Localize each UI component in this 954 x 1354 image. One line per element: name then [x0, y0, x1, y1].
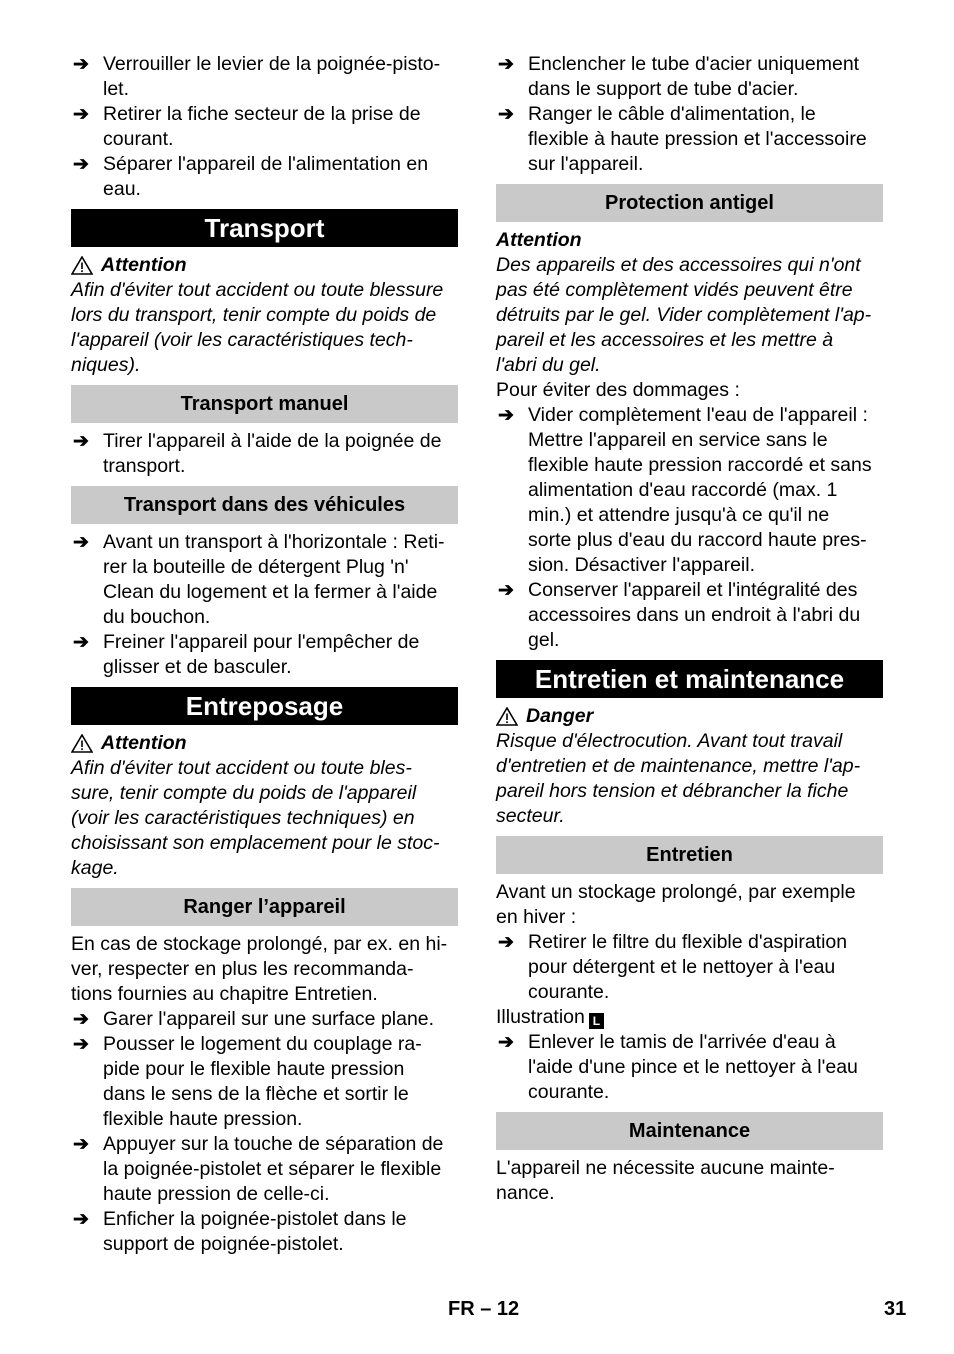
list-item — [71, 1032, 458, 1132]
warning-text: Afin d'éviter tout accident ou toute bles- sure, tenir compte du poids de l'appareil (voir les caractéristiques techniques) en choisissant son emplacement pour le stoc- kage. — [71, 757, 440, 879]
warning-title — [71, 731, 458, 756]
arrow-right-icon: ➔ — [73, 54, 89, 75]
list-item-text: Garer l'appareil sur une surface plane. — [103, 1008, 435, 1030]
list-item-text: Enficher la poignée-pistolet dans le support de poignée-pistolet. — [103, 1208, 407, 1255]
danger-title-text: Danger — [526, 705, 594, 727]
paragraph: L'appareil ne nécessite aucune mainte- nance. — [496, 1157, 835, 1204]
list-item-text: Vider complètement l'eau de l'appareil : Mettre l'appareil en service sans le flexible haute pression raccordé et sans alimentation d'eau raccordé (max. 1 min.) et attendre jusqu'à ce qu'il ne sorte plus d'eau du raccord haute pres- sion. Désactiver l'appareil. — [528, 404, 872, 576]
arrow-right-icon: ➔ — [498, 932, 514, 953]
warning-title-text: Attention — [101, 732, 187, 754]
section-heading-transport-manuel: Transport manuel — [71, 385, 458, 423]
arrow-right-icon: ➔ — [73, 431, 89, 452]
list-item — [496, 1030, 883, 1105]
right-column — [496, 52, 883, 1206]
illustration-label: Illustration — [496, 1006, 585, 1028]
danger-title — [496, 704, 883, 729]
list-item-text: Enclencher le tube d'acier uniquement dans le support de tube d'acier. — [528, 53, 860, 100]
list-item — [496, 102, 883, 177]
list-item — [71, 429, 458, 479]
arrow-right-icon: ➔ — [73, 1209, 89, 1230]
list-item — [71, 630, 458, 680]
list-item — [71, 1007, 458, 1032]
arrow-right-icon: ➔ — [73, 1034, 89, 1055]
list-item-text: Conserver l'appareil et l'intégralité des accessoires dans un endroit à l'abri du gel. — [528, 579, 861, 651]
arrow-right-icon: ➔ — [498, 54, 514, 75]
list-item-text: Tirer l'appareil à l'aide de la poignée de transport. — [103, 430, 442, 477]
section-heading-transport: Transport — [71, 209, 458, 247]
warning-triangle-icon — [496, 707, 518, 726]
arrow-right-icon: ➔ — [498, 104, 514, 125]
arrow-right-icon: ➔ — [73, 1134, 89, 1155]
arrow-right-icon: ➔ — [498, 405, 514, 426]
warning-triangle-icon — [71, 256, 93, 275]
list-item — [71, 530, 458, 630]
warning-title — [71, 253, 458, 278]
list-item — [71, 1132, 458, 1207]
list-item-text: Pousser le logement du couplage ra- pide pour le flexible haute pression dans le sens de la flèche et sortir le flexible haute pression. — [103, 1033, 422, 1130]
illustration-reference — [496, 1005, 883, 1030]
section-heading-entretien: Entretien — [496, 836, 883, 874]
section-heading-entreposage: Entreposage — [71, 687, 458, 725]
arrow-right-icon: ➔ — [73, 1009, 89, 1030]
list-item-text: Retirer le filtre du flexible d'aspiration pour détergent et le nettoyer à l'eau courante. — [528, 931, 848, 1003]
list-item-text: Ranger le câble d'alimentation, le flexible à haute pression et l'accessoire sur l'appareil. — [528, 103, 867, 175]
list-item — [71, 102, 458, 152]
page-label: FR – 12 — [448, 1298, 520, 1320]
section-heading-transport-vehicules: Transport dans des véhicules — [71, 486, 458, 524]
warning-text: Afin d'éviter tout accident ou toute blessure lors du transport, tenir compte du poids de l'appareil (voir les caractéristiques tech- niques). — [71, 279, 444, 376]
list-item — [71, 1207, 458, 1257]
warning-title — [496, 228, 883, 253]
list-item — [496, 578, 883, 653]
section-heading-ranger: Ranger l’appareil — [71, 888, 458, 926]
list-item-text: Séparer l'appareil de l'alimentation en eau. — [103, 153, 429, 200]
arrow-right-icon: ➔ — [73, 154, 89, 175]
list-item-text: Freiner l'appareil pour l'empêcher de glisser et de basculer. — [103, 631, 420, 678]
warning-title-text: Attention — [101, 254, 187, 276]
section-heading-maintenance: Maintenance — [496, 1112, 883, 1150]
list-item-text: Appuyer sur la touche de séparation de la poignée-pistolet et séparer le flexible haute pression de celle-ci. — [103, 1133, 444, 1205]
arrow-right-icon: ➔ — [73, 104, 89, 125]
warning-title-text: Attention — [496, 229, 582, 251]
section-heading-protection-antigel: Protection antigel — [496, 184, 883, 222]
danger-text: Risque d'électrocution. Avant tout travail d'entretien et de maintenance, mettre l'ap- pareil hors tension et débrancher la fiche secteur. — [496, 730, 861, 827]
list-item — [71, 52, 458, 102]
arrow-right-icon: ➔ — [498, 580, 514, 601]
page-number: 31 — [884, 1298, 907, 1320]
warning-triangle-icon — [71, 734, 93, 753]
illustration-ref-badge: L — [589, 1013, 604, 1029]
paragraph: En cas de stockage prolongé, par ex. en hi- ver, respecter en plus les recommanda- tions fournies au chapitre Entretien. — [71, 933, 448, 1005]
list-item — [496, 403, 883, 578]
list-item — [496, 930, 883, 1005]
list-item — [71, 152, 458, 202]
arrow-right-icon: ➔ — [73, 532, 89, 553]
list-item-text: Verrouiller le levier de la poignée-pisto- let. — [103, 53, 441, 100]
list-item-text: Enlever le tamis de l'arrivée d'eau à l'aide d'une pince et le nettoyer à l'eau courante. — [528, 1031, 858, 1103]
paragraph: Pour éviter des dommages : — [496, 379, 740, 401]
list-item-text: Avant un transport à l'horizontale : Reti- rer la bouteille de détergent Plug 'n' Clean du logement et la fermer à l'aide du bouchon. — [103, 531, 445, 628]
left-column — [71, 52, 458, 1257]
arrow-right-icon: ➔ — [73, 632, 89, 653]
paragraph: Avant un stockage prolongé, par exemple en hiver : — [496, 881, 856, 928]
list-item-text: Retirer la fiche secteur de la prise de courant. — [103, 103, 421, 150]
arrow-right-icon: ➔ — [498, 1032, 514, 1053]
list-item — [496, 52, 883, 102]
section-heading-entretien-maintenance: Entretien et maintenance — [496, 660, 883, 698]
warning-text: Des appareils et des accessoires qui n'ont pas été complètement vidés peuvent être détruits par le gel. Vider complètement l'ap- pareil et les accessoires et les mettre à l'abri du gel. — [496, 254, 872, 376]
